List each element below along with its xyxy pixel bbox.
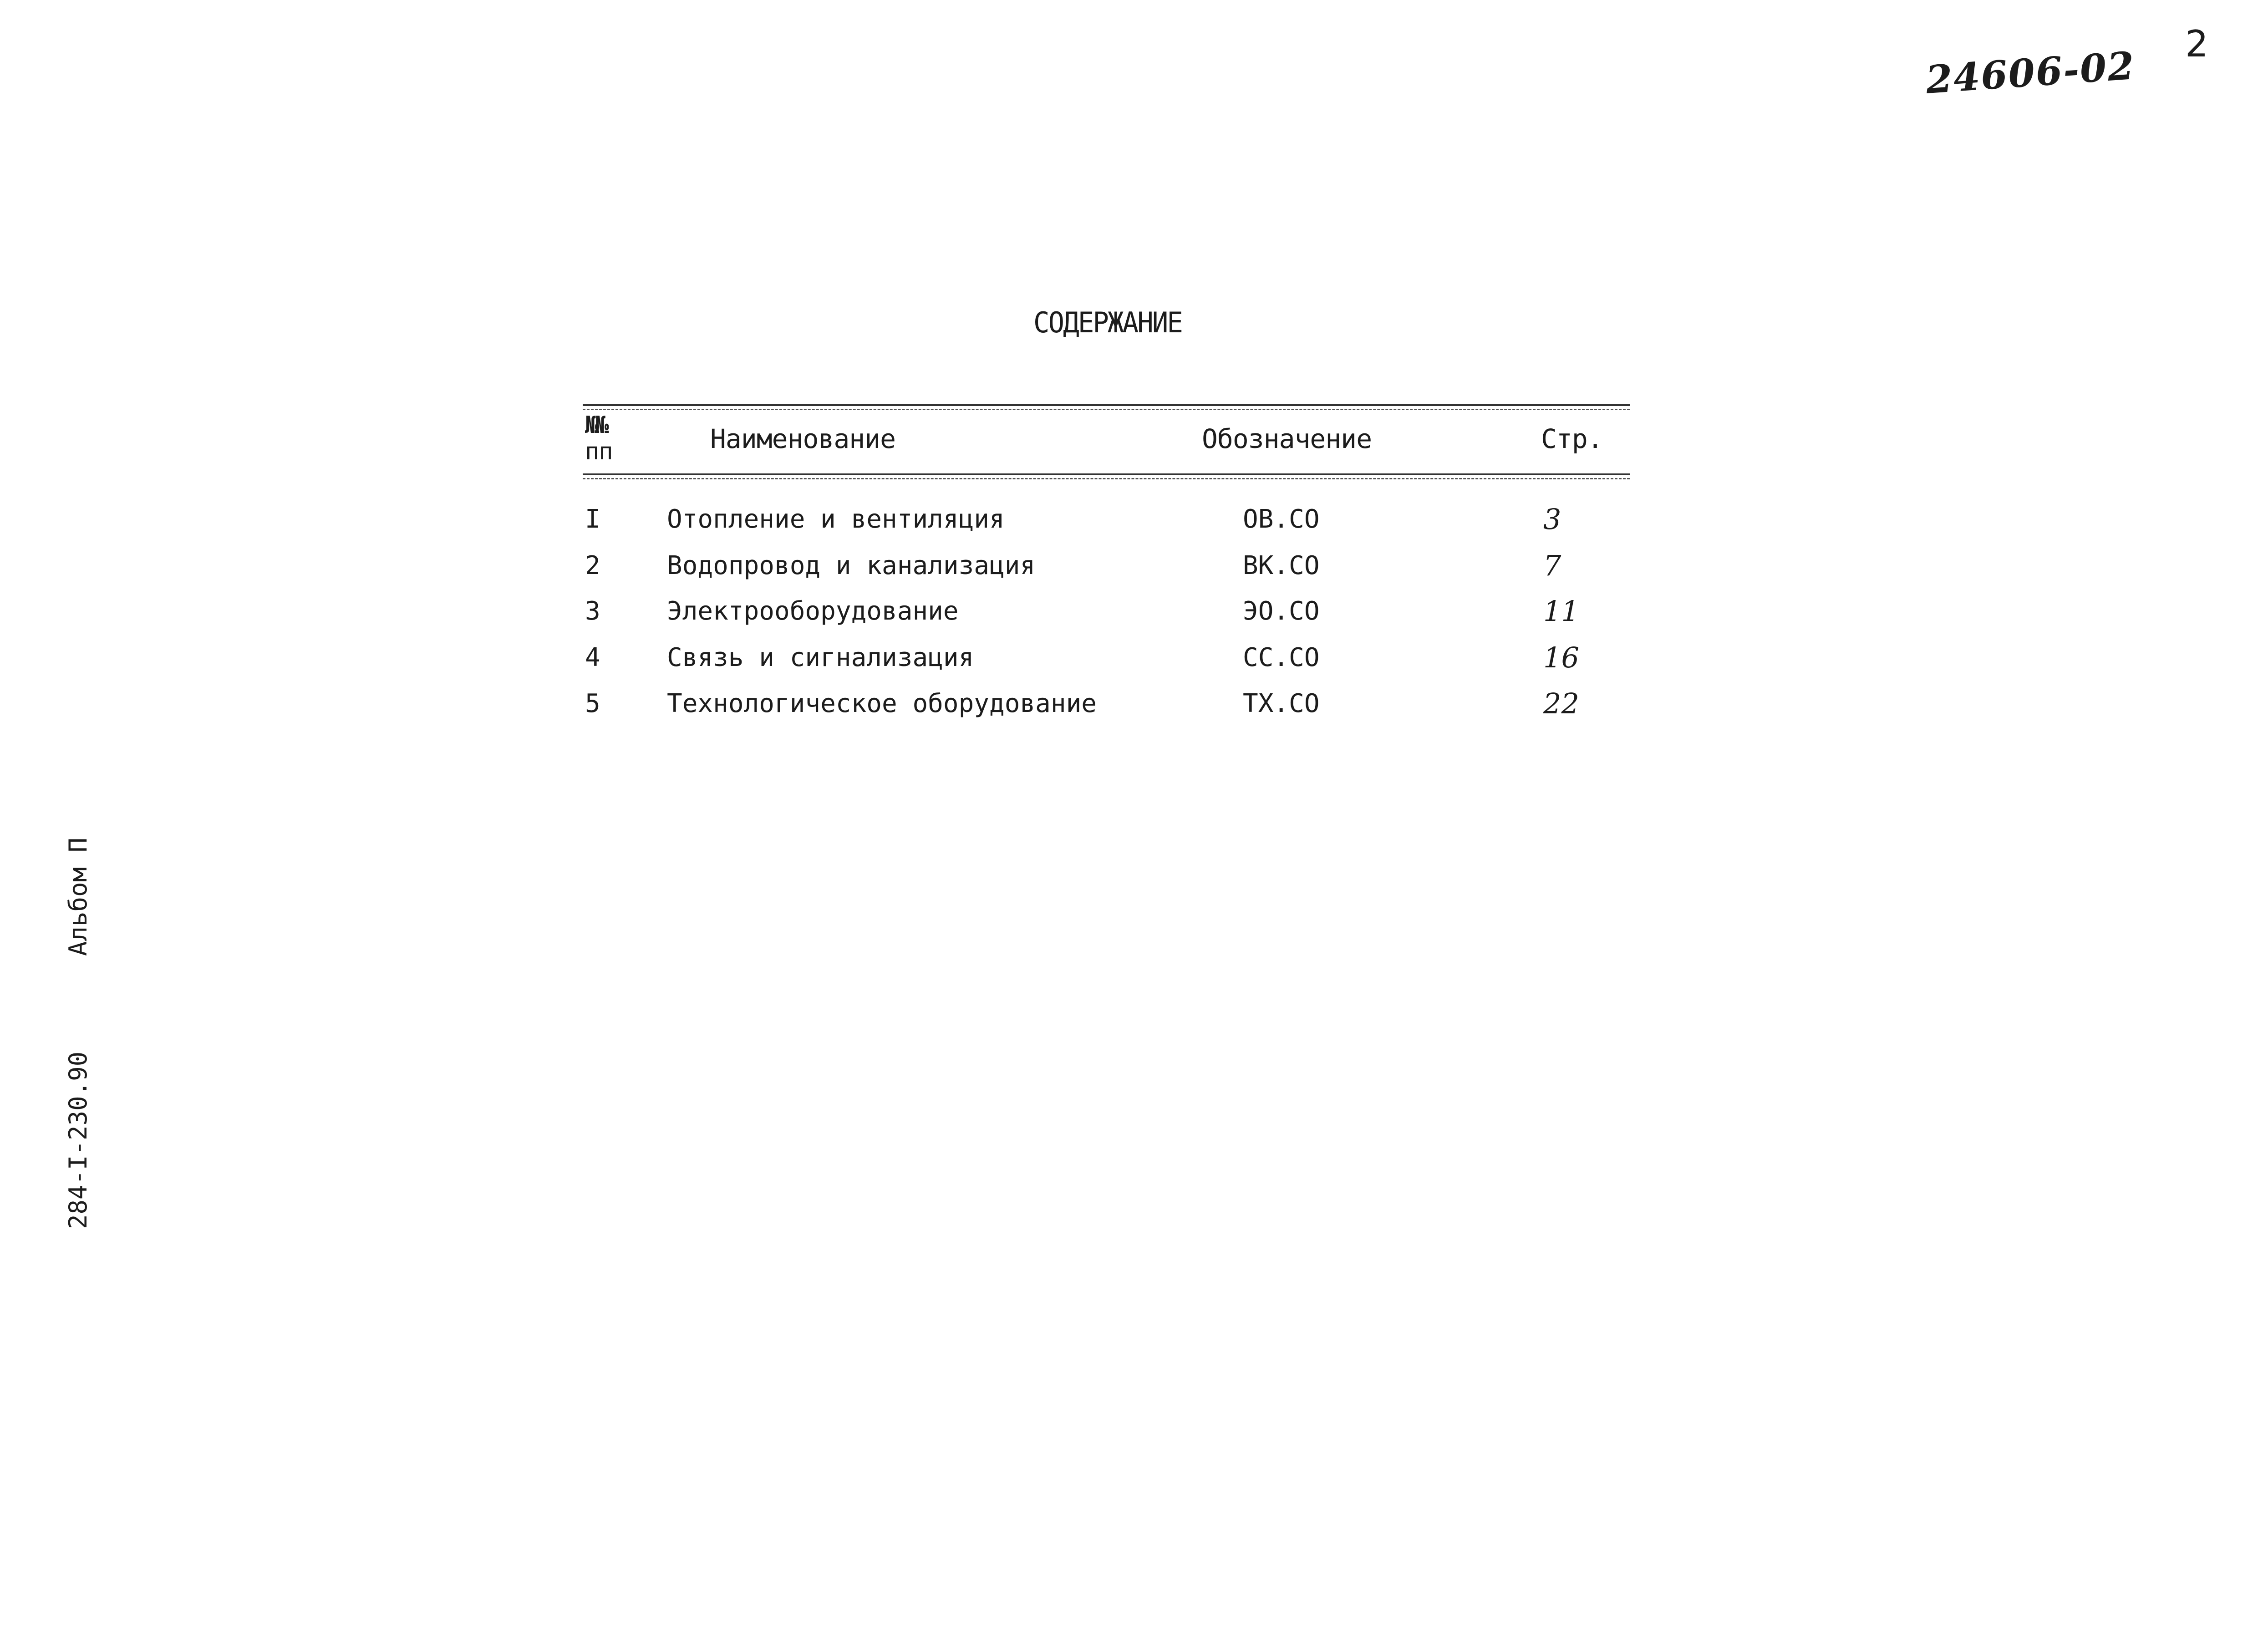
table-top-rule (583, 404, 1630, 406)
archive-number-handwritten: 24606-02 (1924, 43, 2136, 102)
row-page: 11 (1543, 595, 1579, 628)
row-page: 16 (1543, 641, 1579, 674)
row-code: ЭО.СО (1243, 596, 1320, 626)
table-row (0, 689, 2268, 734)
row-page: 22 (1543, 687, 1579, 720)
row-name: Водопровод и канализация (667, 551, 1036, 580)
row-code: ТХ.СО (1243, 689, 1320, 718)
header-page: Стр. (1541, 423, 1603, 454)
row-name: Электрооборудование (667, 596, 959, 626)
row-number: I (585, 504, 600, 534)
page-number: 2 (2185, 23, 2208, 65)
row-code: ОВ.СО (1243, 504, 1320, 534)
row-page: 3 (1543, 503, 1561, 536)
document-title: СОДЕРЖАНИЕ (1033, 306, 1182, 339)
header-name: Наименование (710, 423, 896, 454)
header-number-top: №№ (585, 412, 605, 439)
table-header-rule-dashed (583, 478, 1630, 479)
row-code: ВК.СО (1243, 551, 1320, 580)
row-page: 7 (1543, 549, 1561, 582)
side-label-album: Альбом П (64, 837, 92, 956)
header-number (585, 412, 613, 465)
row-name: Отопление и вентиляция (667, 504, 1005, 534)
row-number: 3 (585, 596, 600, 626)
header-number-bottom: пп (585, 438, 613, 465)
table-header-rule (583, 473, 1630, 475)
table-row (0, 596, 2268, 642)
row-name: Связь и сигнализация (667, 643, 974, 672)
side-label-document-code: 284-I-230.90 (64, 1051, 92, 1229)
table-row (0, 504, 2268, 550)
header-code: Обозначение (1202, 423, 1372, 454)
row-number: 5 (585, 689, 600, 718)
table-row (0, 643, 2268, 688)
table-row (0, 551, 2268, 596)
row-number: 2 (585, 551, 600, 580)
table-top-rule-dashed (583, 409, 1630, 410)
row-code: СС.СО (1243, 643, 1320, 672)
row-name: Технологическое оборудование (667, 689, 1097, 718)
row-number: 4 (585, 643, 600, 672)
